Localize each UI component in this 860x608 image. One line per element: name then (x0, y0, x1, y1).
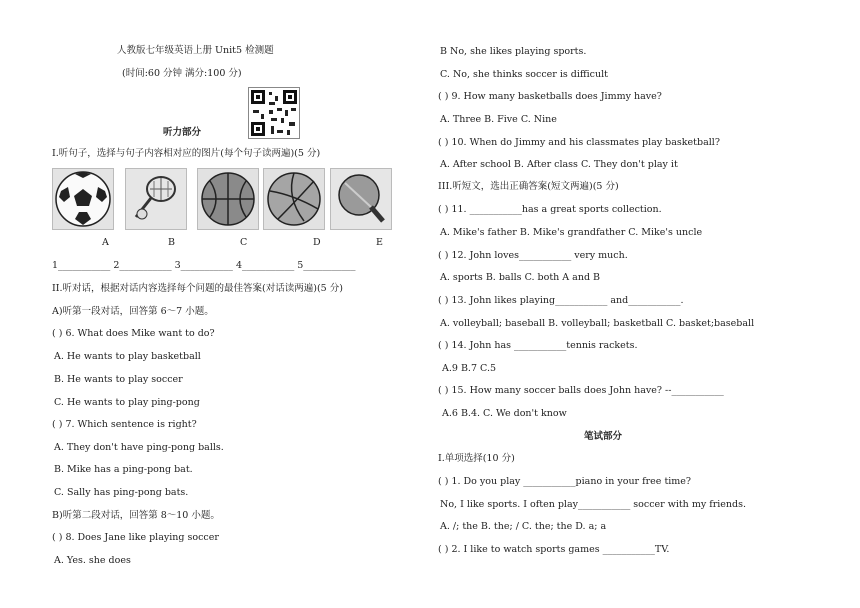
q13-options: A. volleyball; baseball B. volleyball; basketball C. basket;baseball (440, 318, 755, 329)
question-7: ( ) 7. Which sentence is right? (52, 419, 197, 430)
section-writing-heading: 笔试部分 (584, 431, 623, 442)
writing-question-2: ( ) 2. I like to watch sports games ___________TV. (438, 544, 670, 555)
q11-options: A. Mike's father B. Mike's grandfather C. Mike's uncle (440, 227, 703, 238)
question-9: ( ) 9. How many basketballs does Jimmy have? (438, 91, 662, 102)
volleyball-image (263, 168, 325, 230)
question-8: ( ) 8. Does Jane like playing soccer (52, 532, 219, 543)
single-choice-instructions: I.单项选择(10 分) (438, 453, 515, 464)
part2-instructions: II.听对话，根据对话内容选择每个问题的最佳答案(对话读两遍)(5 分) (52, 283, 343, 294)
q6-option-c: C. He wants to play ping-pong (54, 397, 200, 408)
pic-label-a: A (102, 237, 109, 248)
pic-label-b: B (168, 237, 175, 248)
q10-options: A. After school B. After class C. They don't play it (440, 159, 678, 170)
question-13: ( ) 13. John likes playing___________ and___________. (438, 295, 684, 306)
writing-q1-options: A. /; the B. the; / C. the; the D. a; a (440, 521, 607, 532)
question-11: ( ) 11. ___________has a great sports collection. (438, 204, 662, 215)
q7-option-c: C. Sally has ping-pong bats. (54, 487, 189, 498)
ping-pong-bat-image (330, 168, 392, 230)
basketball-image (197, 168, 259, 230)
soccer-ball-image (52, 168, 114, 230)
question-6: ( ) 6. What does Mike want to do? (52, 328, 215, 339)
q9-options: A. Three B. Five C. Nine (440, 114, 557, 125)
section-listening-heading: 听力部分 (163, 127, 202, 138)
question-10: ( ) 10. When do Jimmy and his classmates play basketball? (438, 137, 720, 148)
answer-blanks: 1___________ 2___________ 3___________ 4___________ 5___________ (52, 260, 356, 271)
qr-code-icon (248, 87, 300, 139)
pic-label-c: C (240, 237, 248, 248)
q6-option-b: B. He wants to play soccer (54, 374, 183, 385)
dialog-b-instructions: B)听第二段对话，回答第 8～10 小题。 (52, 510, 220, 521)
q12-options: A. sports B. balls C. both A and B (440, 272, 601, 283)
writing-question-1-continued: No, I like sports. I often play___________ soccer with my friends. (440, 499, 747, 510)
pic-label-d: D (313, 237, 321, 248)
q8-option-c: C. No, she thinks soccer is difficult (440, 69, 608, 80)
part1-instructions: I.听句子，选择与句子内容相对应的图片(每个句子读两遍)(5 分) (52, 148, 321, 159)
question-15: ( ) 15. How many soccer balls does John have? --___________ (438, 385, 724, 396)
part3-instructions: III.听短文，选出正确答案(短文两遍)(5 分) (438, 181, 619, 192)
q7-option-a: A. They don't have ping-pong balls. (54, 442, 224, 453)
q8-option-b: B No, she likes playing sports. (440, 46, 587, 57)
q7-option-b: B. Mike has a ping-pong bat. (54, 464, 193, 475)
question-12: ( ) 12. John loves___________ very much. (438, 250, 628, 261)
dialog-a-instructions: A)听第一段对话，回答第 6～7 小题。 (52, 306, 214, 317)
document-title: 人教版七年级英语上册 Unit5 检测题 (117, 45, 274, 56)
writing-question-1: ( ) 1. Do you play ___________piano in your free time? (438, 476, 692, 487)
question-14: ( ) 14. John has ___________tennis rackets. (438, 340, 638, 351)
q6-option-a: A. He wants to play basketball (54, 351, 201, 362)
time-info: (时间:60 分钟 满分:100 分) (122, 68, 242, 79)
q8-option-a: A. Yes. she does (54, 555, 131, 566)
pic-label-e: E (376, 237, 383, 248)
q14-options: A.9 B.7 C.5 (442, 363, 497, 374)
q15-options: A.6 B.4. C. We don't know (442, 408, 567, 419)
tennis-racket-image (125, 168, 187, 230)
